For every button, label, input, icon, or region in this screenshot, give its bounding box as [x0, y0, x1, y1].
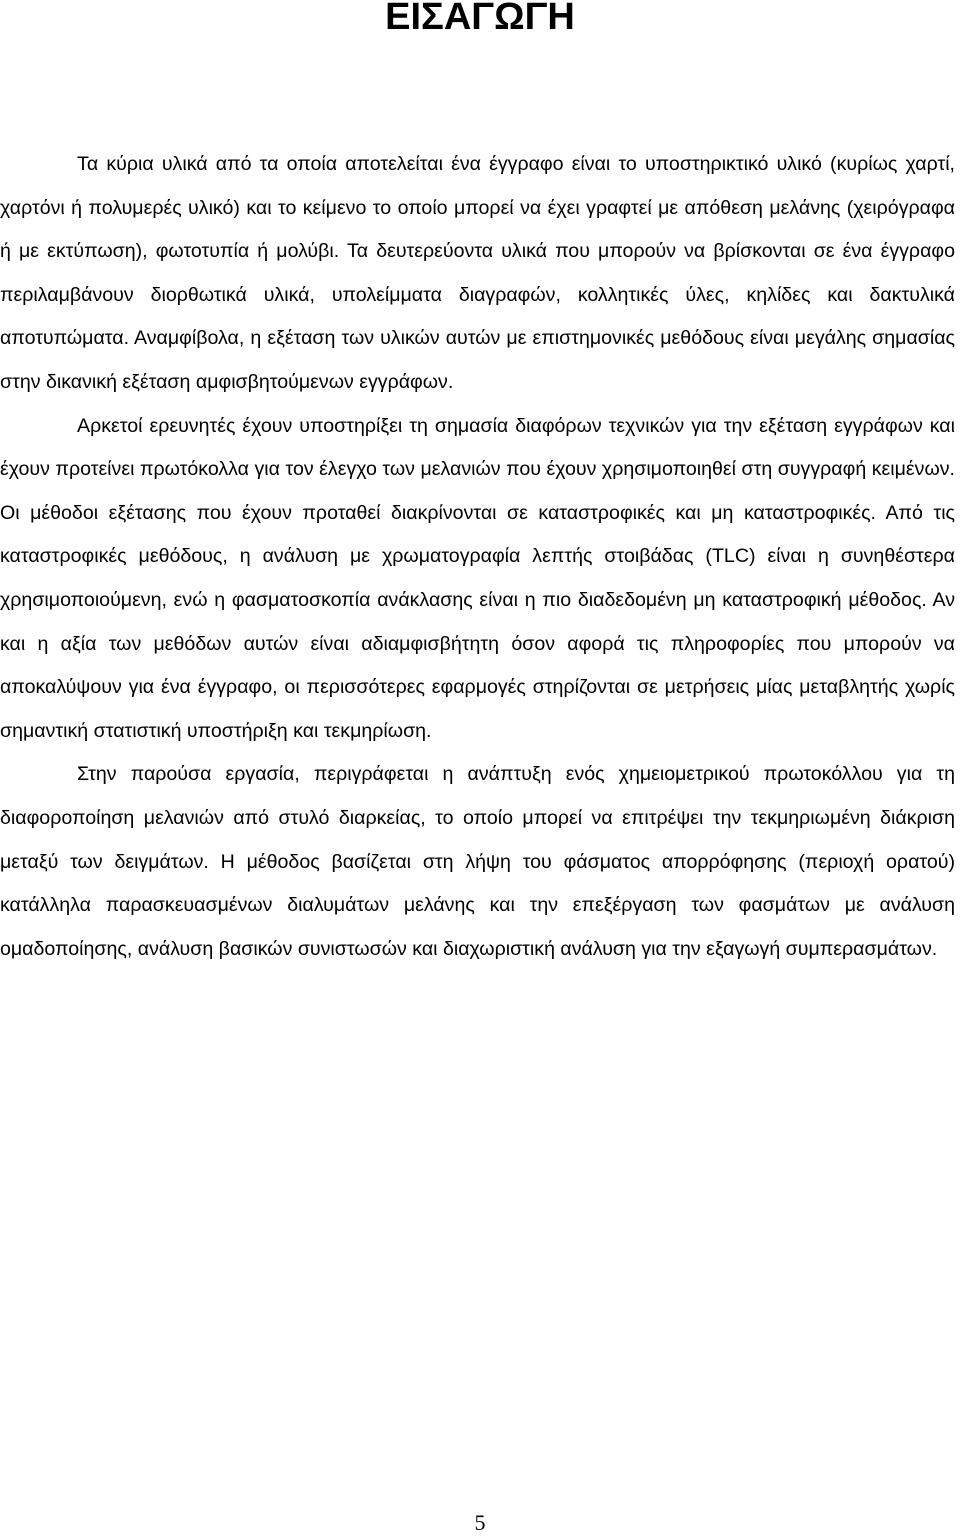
body-text — [0, 143, 955, 971]
paragraph-1: Τα κύρια υλικά από τα οποία αποτελείται ένα έγγραφο είναι το υποστηρικτικό υλικό (κυρίως χαρτί, χαρτόνι ή πολυμερές υλικό) και το κείμενο το οποίο μπορεί να έχει γραφτεί με απόθεση μελάνης (χειρόγραφα ή με εκτύπωση), φωτοτυπία ή μολύβι. Τα δευτερεύοντα υλικά που μπορούν να βρίσκονται σε ένα έγγραφο περιλαμβάνουν διορθωτικά υλικά, υπολείμματα διαγραφών, κολλητικές ύλες, κηλίδες και δακτυλικά αποτυπώματα. Αναμφίβολα, η εξέταση των υλικών αυτών με επιστημονικές μεθόδους είναι μεγάλης σημασίας στην δικανική εξέταση αμφισβητούμενων εγγράφων. — [0, 153, 955, 393]
page-title: ΕΙΣΑΓΩΓΗ — [385, 0, 575, 38]
page-number: 5 — [474, 1510, 486, 1535]
paragraph-3: Στην παρούσα εργασία, περιγράφεται η ανάπτυξη ενός χημειομετρικού πρωτοκόλλου για τη διαφοροποίηση μελανιών από στυλό διαρκείας, το οποίο μπορεί να επιτρέψει την τεκμηριωμένη διάκριση μεταξύ των δειγμάτων. Η μέθοδος βασίζεται στη λήψη του φάσματος απορρόφησης (περιοχή ορατού) κατάλληλα παρασκευασμένων διαλυμάτων μελάνης και την επεξέργαση των φασμάτων με ανάλυση ομαδοποίησης, ανάλυση βασικών συνιστωσών και διαχωριστική ανάλυση για την εξαγωγή συμπερασμάτων. — [0, 763, 955, 960]
paragraph-2: Αρκετοί ερευνητές έχουν υποστηρίξει τη σημασία διαφόρων τεχνικών για την εξέταση εγγράφων και έχουν προτείνει πρωτόκολλα για τον έλεγχο των μελανιών που έχουν χρησιμοποιηθεί στη συγγραφή κειμένων. Οι μέθοδοι εξέτασης που έχουν προταθεί διακρίνονται σε καταστροφικές και μη καταστροφικές. Από τις καταστροφικές μεθόδους, η ανάλυση με χρωματογραφία λεπτής στοιβάδας (TLC) είναι η συνηθέστερα χρησιμοποιούμενη, ενώ η φασματοσκοπία ανάκλασης είναι η πιο διαδεδομένη μη καταστροφική μέθοδος. Αν και η αξία των μεθόδων αυτών είναι αδιαμφισβήτητη όσον αφορά τις πληροφορίες που μπορούν να αποκαλύψουν για ένα έγγραφο, οι περισσότερες εφαρμογές στηρίζονται σε μετρήσεις μίας μεταβλητής χωρίς σημαντική στατιστική υποστήριξη και τεκμηρίωση. — [0, 414, 955, 742]
